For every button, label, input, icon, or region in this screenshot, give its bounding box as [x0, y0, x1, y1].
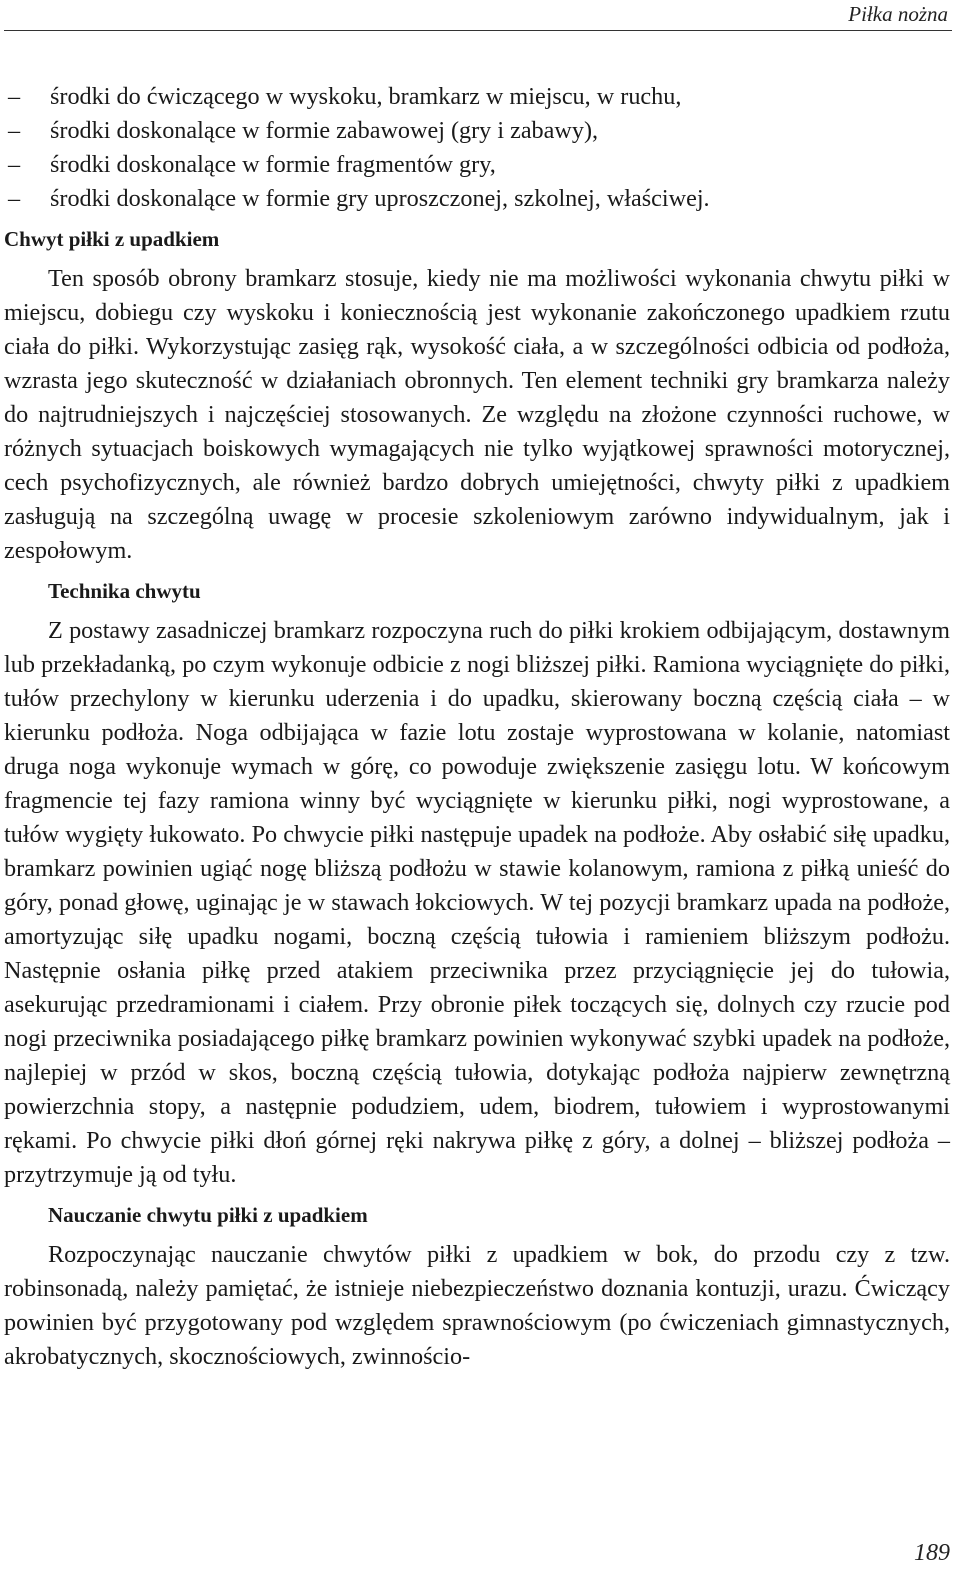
list-item — [4, 80, 950, 114]
list-item-text: środki doskonalące w formie zabawowej (gry i zabawy), — [50, 117, 599, 144]
list-item — [4, 182, 950, 216]
section-heading-technika: Technika chwytu — [48, 579, 201, 603]
bullet-dash: – — [8, 83, 21, 110]
list-item — [4, 148, 950, 182]
section-heading-chwyt: Chwyt piłki z upadkiem — [4, 227, 220, 251]
list-item-text: środki doskonalące w formie gry uproszczonej, szkolnej, właściwej. — [50, 185, 710, 212]
bullet-dash: – — [8, 117, 21, 144]
bullet-list — [4, 80, 950, 216]
list-item — [4, 114, 950, 148]
list-item-text: środki do ćwiczącego w wyskoku, bramkarz w miejscu, w ruchu, — [50, 83, 682, 110]
section-paragraph-chwyt: Ten sposób obrony bramkarz stosuje, kiedy nie ma możliwości wykonania chwytu piłki w miejscu, dobiegu czy wyskoku i koniecznością jest wykonanie zakończonego upadkiem rzutu ciała do piłki. Wykorzystując zasięg rąk, wysokość ciała, a w szczególności odbicia od podłoża, wzrasta jego skuteczność w działaniach obronnych. Ten element techniki gry bramkarza należy do najtrudniejszych i najczęściej stosowanych. Ze względu na złożone czynności ruchowe, w różnych sytuacjach boiskowych wymagających nie tylko wyjątkowej sprawności motorycznej, cech psychofizycznych, ale również bardzo dobrych umiejętności, chwyty piłki z upadkiem zasługują na szczególną uwagę w procesie szkoleniowym zarówno indywidualnym, jak i zespołowym. — [4, 265, 950, 564]
running-header-title: Piłka nożna — [848, 2, 948, 26]
section-paragraph-technika: Z postawy zasadniczej bramkarz rozpoczyna ruch do piłki krokiem odbijającym, dostawnym lub przekładanką, po czym wykonuje odbicie z nogi bliższej piłki. Ramiona wyciągnięte do piłki, tułów przechylony w kierunku uderzenia i do upadku, skierowany boczną częścią ciała – w kierunku podłoża. Noga odbijająca w fazie lotu zostaje wyprostowana w kolanie, natomiast druga noga wykonuje wymach w górę, co powoduje zwiększenie zasięgu lotu. W końcowym fragmencie tej fazy ramiona winny być wyciągnięte w kierunku piłki, nogi wyprostowane, a tułów wygięty łukowato. Po chwycie piłki następuje upadek na podłoże. Aby osłabić siłę upadku, bramkarz powinien ugiąć nogę bliższą podłożu w stawie kolanowym, ramiona z piłką unieść do góry, ponad głowę, uginając je w stawach łokciowych. W tej pozycji bramkarz upada na podłoże, amortyzując siłę upadku nogami, boczną częścią tułowia i ramieniem bliższym podłożu. Następnie osłania piłkę przed atakiem przeciwnika przez przyciągnięcie jej do tułowia, asekurując przedramionami i ciałem. Przy obronie piłek toczących się, dolnych czy rzucie pod nogi przeciwnika posiadającego piłkę bramkarz powinien wykonywać szybki upadek na podłoże, najlepiej w przód w skos, boczną częścią tułowia, dotykając podłoża najpierw zewnętrzną powierzchnia stopy, a następnie podudziem, udem, biodrem, tułowiem i wyprostowanymi rękami. Po chwycie piłki dłoń górnej ręki nakrywa piłkę z góry, a dolnej – bliższej podłoża – przytrzymuje ją od tyłu. — [4, 617, 950, 1188]
bullet-dash: – — [8, 151, 21, 178]
section-heading-nauczanie: Nauczanie chwytu piłki z upadkiem — [48, 1203, 368, 1227]
bullet-dash: – — [8, 185, 21, 212]
header-divider — [4, 30, 952, 31]
page-body — [4, 80, 950, 1374]
list-item-text: środki doskonalące w formie fragmentów gry, — [50, 151, 496, 178]
section-paragraph-nauczanie: Rozpoczynając nauczanie chwytów piłki z upadkiem w bok, do przodu czy z tzw. robinsonadą, należy pamiętać, że istnieje niebezpieczeństwo doznania kontuzji, urazu. Ćwiczący powinien być przygotowany pod względem sprawnościowym (po ćwiczeniach gimnastycznych, akrobatycznych, skocznościowych, zwinnościo- — [4, 1241, 950, 1370]
page-number: 189 — [914, 1540, 950, 1566]
